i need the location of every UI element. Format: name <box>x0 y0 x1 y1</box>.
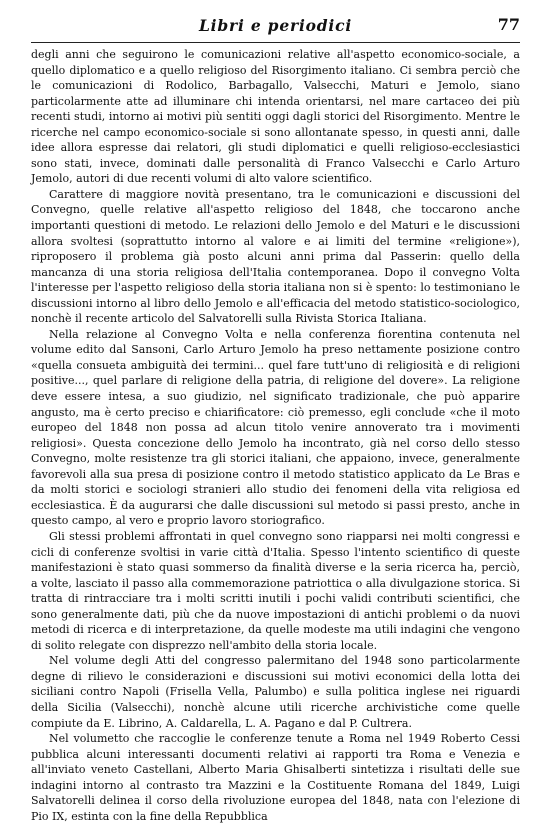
paragraph-2: Carattere di maggiore novità presentano, tra le comunicazioni e discussioni del Convegno, quelle relative all'aspetto religioso del 1848, che toccarono anche importanti questioni di metodo. Le relazioni dello Jemolo e del Maturi e le discussioni allora svoltesi (soprattutto intorno al valore e ai limiti del termine «religione»), riproposero il problema già posto alcuni anni prima dal Passerin: quello della mancanza di una storia religiosa dell'Italia contemporanea. Dopo il convegno Volta l'interesse per l'aspetto religioso della storia italiana non si è spento: lo testimoniano le discussioni intorno al libro dello Jemolo e all'efficacia del metodo statistico-sociologico, nonchè il recente articolo del Salvatorelli sulla Rivista Storica Italiana. <box>31 187 520 326</box>
paragraph-6: Nel volumetto che raccoglie le conferenze tenute a Roma nel 1949 Roberto Cessi pubblica alcuni interessanti documenti relativi ai rapporti tra Roma e Venezia e all'inviato veneto Castellani, Alberto Maria Ghisalberti sintetizza i risultati delle sue indagini intorno al contrasto tra Mazzini e la Costituente Romana del 1849, Luigi Salvatorelli delinea il corso della rivoluzione europea del 1848, nata con l'elezione di Pio IX, estinta con la fine della Repubblica <box>31 732 520 823</box>
paragraph-1: degli anni che seguirono le comunicazioni relative all'aspetto economico-sociale, a quello diplomatico e a quello religioso del Risorgimento italiano. Ci sembra perciò che le comunicazioni di Rodolico, Barbagallo, Valsecchi, Maturi e Jemolo, siano particolarmente atte ad illuminare chi intenda orientarsi, nel mare cartaceo dei più recenti studi, intorno ai motivi più sentiti oggi dagli storici del Risorgimento. Mentre le ricerche nel campo economico-sociale si sono allontanate spesso, in questi anni, dalle idee allora espresse dai relatori, gli studi diplomatici e quelli religioso-ecclesiastici sono stati, invece, dominati dalle personalità di Franco Valsecchi e Carlo Arturo Jemolo, autori di due recenti volumi di alto valore scientifico. <box>31 48 520 186</box>
body-text <box>31 47 520 824</box>
paragraph-4: Gli stessi problemi affrontati in quel convegno sono riapparsi nei molti congressi e cicli di conferenze svoltisi in varie città d'Italia. Spesso l'intento scientifico di queste manifestazioni è stato quasi sommerso da finalità diverse e la seria ricerca ha, perciò, a volte, lasciato il passo alla commemorazione patriottica o alla divulgazione storica. Si tratta di rintracciare tra i molti scritti inutili i pochi validi contributi scientifici, che sono generalmente dati, più che da nuove impostazioni di antichi problemi o da nuovi metodi di ricerca e di interpretazione, da quelle modeste ma utili indagini che vengono di solito relegate con disprezzo nell'ambito della storia locale. <box>31 529 520 652</box>
page-header <box>31 12 520 43</box>
running-title: Libri e periodici <box>198 16 353 35</box>
paragraph-3: Nella relazione al Convegno Volta e nella conferenza fiorentina contenuta nel volume edito dal Sansoni, Carlo Arturo Jemolo ha preso nettamente posizione contro «quella consueta ambiguità dei termini... quel fare tutt'uno di religiosità e di religioni positive..., quel parlare di religione della patria, di religione del dovere». La religione deve essere intesa, a suo giudizio, nel significato tradizionale, che può apparire angusto, ma è certo preciso e chiarificatore: ciò premesso, egli conclude «che il moto europeo del 1848 non possa ad alcun titolo venire annoverato tra i movimenti religiosi». Questa concezione dello Jemolo ha incontrato, già nel corso dello stesso Convegno, molte resistenze tra gli storici italiani, che appaiono, invece, generalmente favorevoli alla sua presa di posizione contro il metodo statistico applicato da Le Bras e da molti storici e sociologi stranieri allo studio dei fenomeni della vita religiosa ed ecclesiastica. È da augurarsi che dalle discussioni sul metodo si passi presto, anche in questo campo, al vero e proprio lavoro storiografico. <box>31 327 520 528</box>
paragraph-5: Nel volume degli Atti del congresso palermitano del 1948 sono particolarmente degne di rilievo le considerazioni e discussioni sui motivi economici della lotta dei siciliani contro Napoli (Frisella Vella, Palumbo) e sulla politica inglese nei riguardi della Sicilia (Valsecchi), nonchè alcune utili ricerche archivistiche come quelle compiute da E. Librino, A. Caldarella, L. A. Pagano e dal P. Cultrera. <box>31 654 520 730</box>
page-number: 77 <box>497 15 520 34</box>
